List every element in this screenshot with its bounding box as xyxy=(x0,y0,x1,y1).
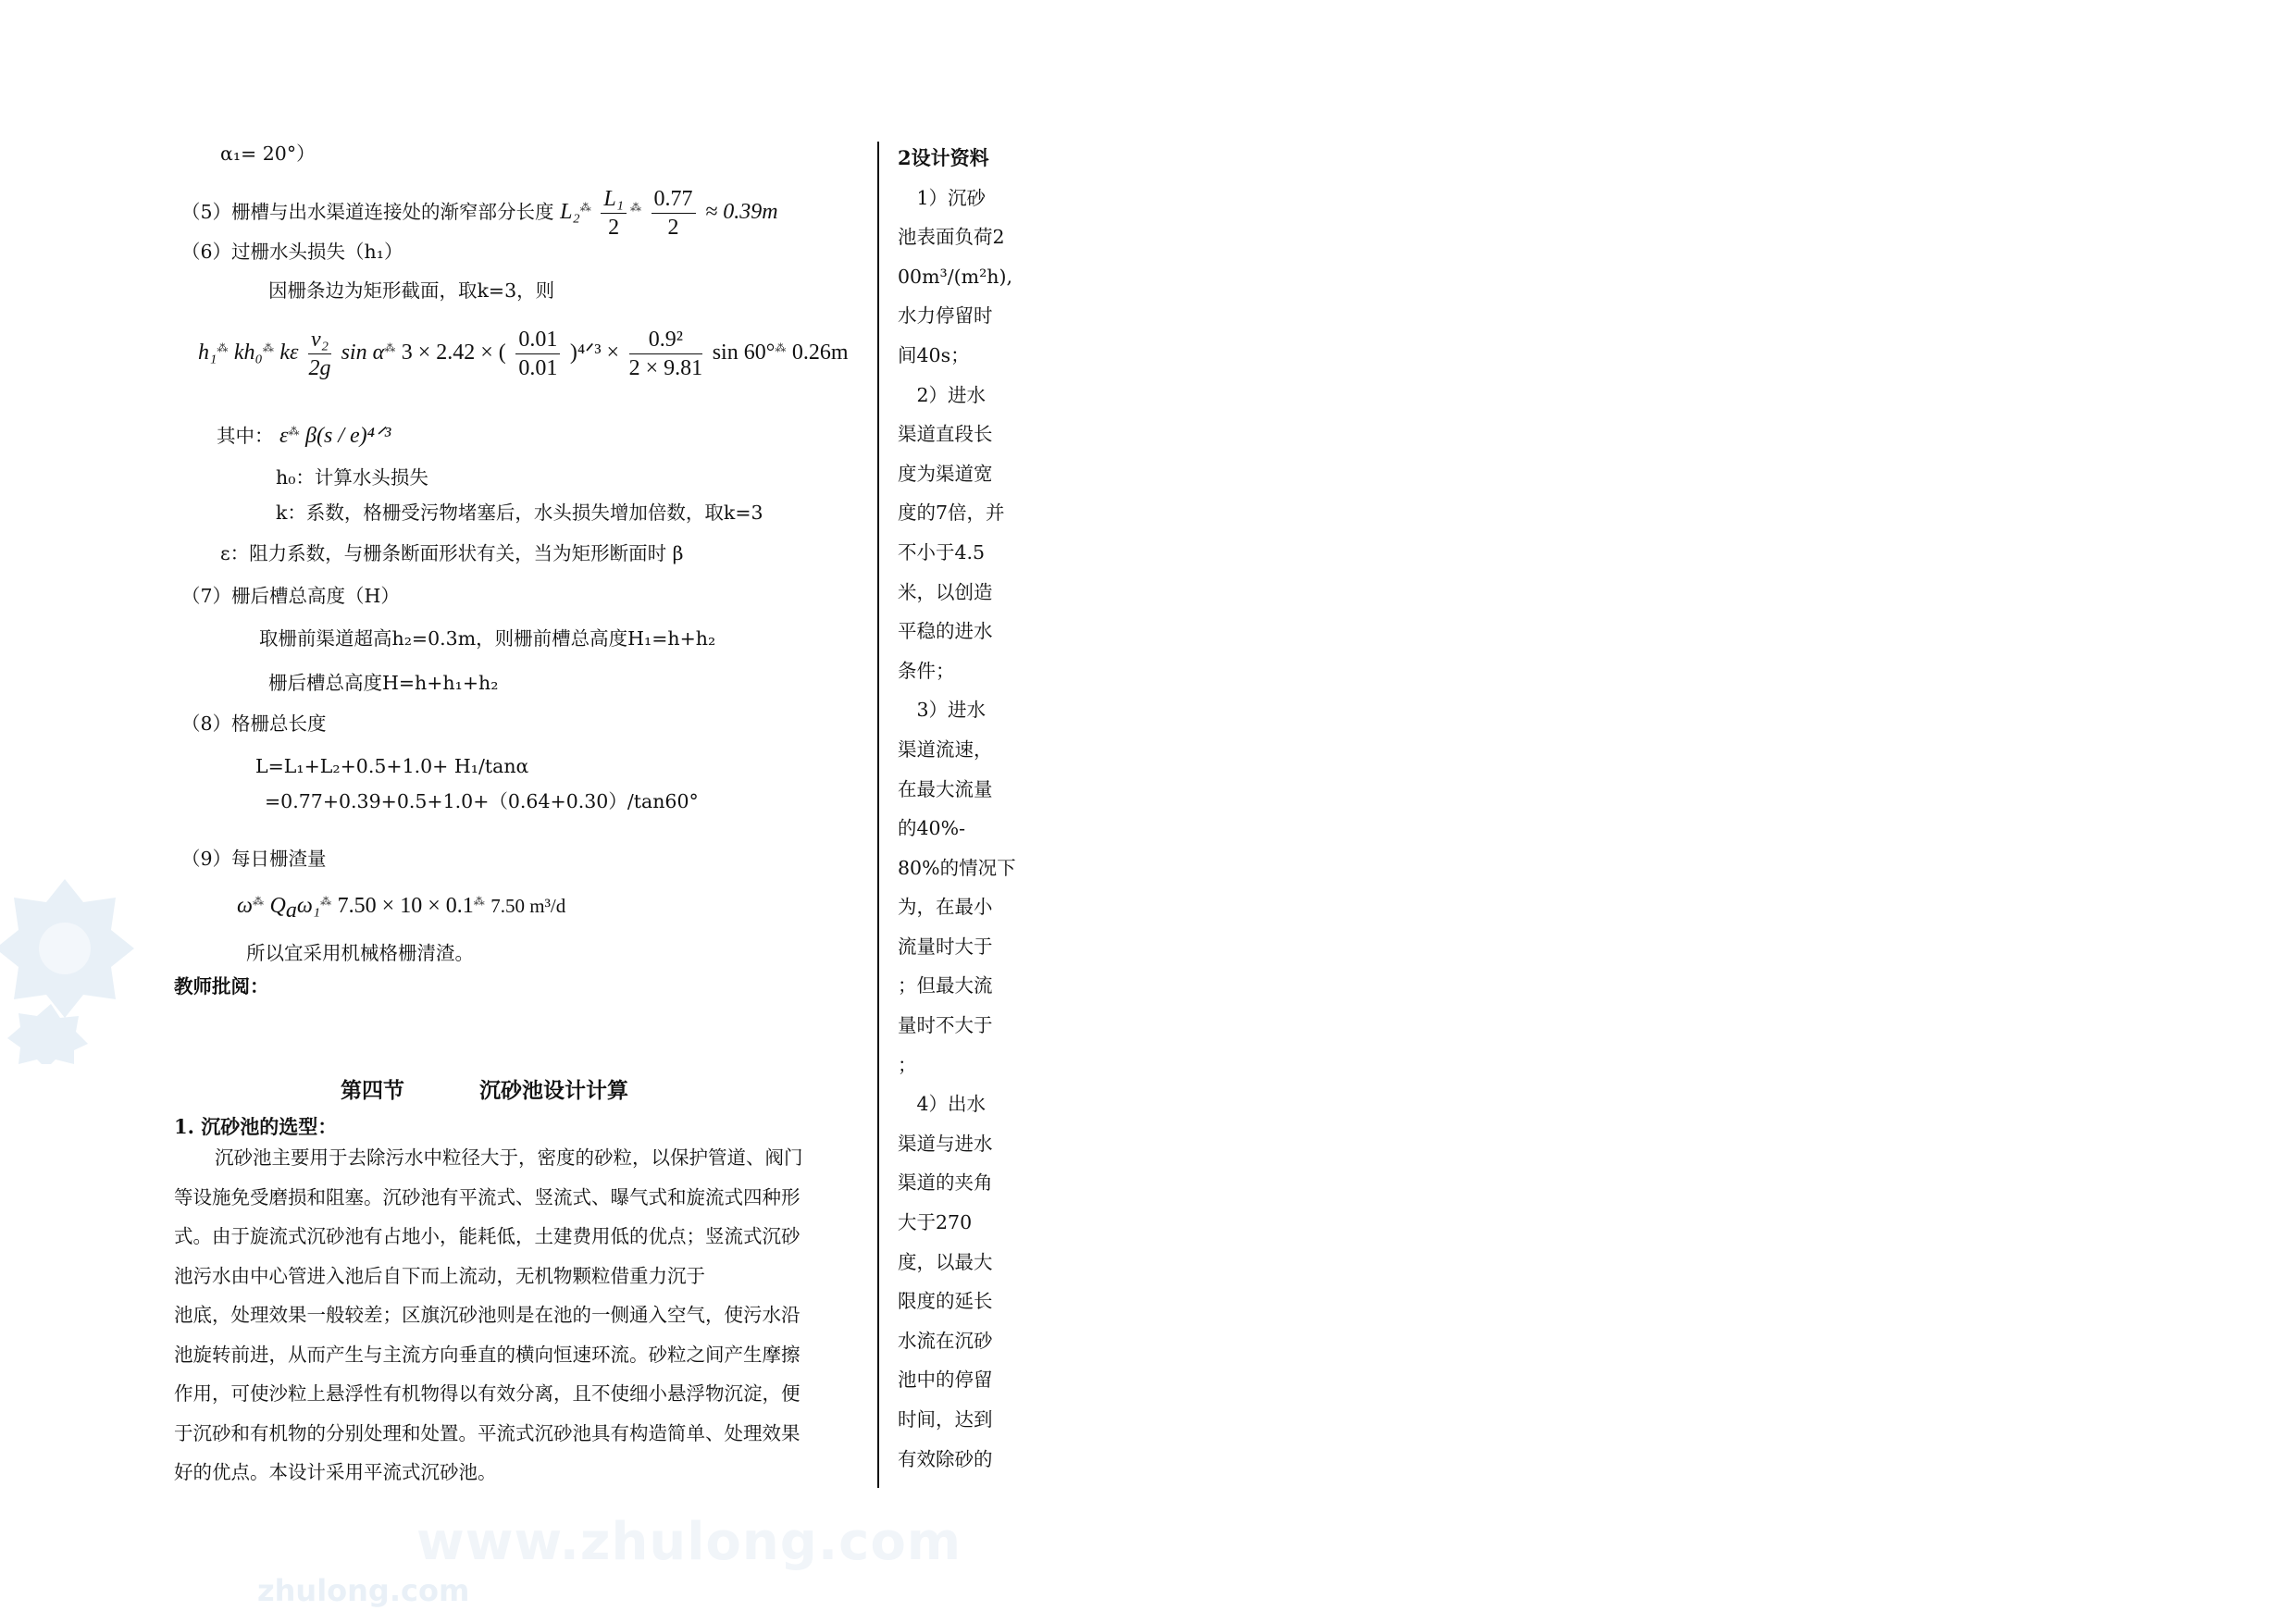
velocity-fraction: $\frac{\text{v₂}}{2g}$ xyxy=(308,328,331,380)
design-data-line: 在最大流量 xyxy=(898,777,993,800)
selection-paragraph: 沉砂池主要用于去除污水中粒径大于，密度的砂粒，以保护管道、阀门 等设施免受磨损和阻塞。沉砂池有平流式、竖流式、曝气式和旋流式四种形 式。由于旋流式沉砂池有占地小，能耗低，土建费用低的优点；竖流式沉砂 池污水由中心管进入池后自下而上流动，无机物颗粒借重力沉于 池底，处理效果一般较差；区旗沉砂池则是在池的一侧通入空气，使污水沿 池旋转前进，从而产生与主流方向垂直的横向恒速环流。砂粒之间产生摩擦 作用，可使沙粒上悬浮性有机物得以有效分离，且不使细小悬浮物沉淀，便 于沉砂和有机物的分别处理和处置。平流式沉砂池具有构造简单、处理效果 好的优点。本设计采用平流式沉砂池。 xyxy=(174,1146,803,1483)
item5-lhs: L₂ xyxy=(560,200,580,224)
design-data-line: 时间，达到 xyxy=(898,1408,993,1431)
design-data-line: 流量时大于 xyxy=(898,935,993,958)
design-data-line: 间40s； xyxy=(898,343,970,366)
design-data-line: 2）进水 xyxy=(898,383,987,406)
ratio-fraction: $\frac{0.01}{0.01}$ xyxy=(515,326,560,382)
design-data-line: 80%的情况下 xyxy=(898,856,1016,879)
item5-label: （5）栅槽与出水渠道连接处的渐窄部分长度 xyxy=(181,201,554,223)
design-data-lines xyxy=(898,179,1018,1480)
item5-fraction1: $\frac{\text{L₁}}{2}$ xyxy=(601,185,627,242)
design-data-line: 池表面负荷2 xyxy=(898,226,1005,249)
item8-a: L=L₁+L₂+0.5+1.0+ H₁/tanα xyxy=(255,755,529,777)
item8-line: （8）格栅总长度 xyxy=(181,712,327,735)
item5-result: ≈ 0.39m xyxy=(705,200,778,224)
where-line: 其中： ε⁂ β(s / e)⁴ᐟ³ xyxy=(217,423,391,448)
design-data-column xyxy=(898,139,1018,1479)
design-data-line: 3）进水 xyxy=(898,699,987,722)
design-data-line: ；但最大流 xyxy=(898,974,993,997)
def-k: k：系数，格栅受污物堵塞后，水头损失增加倍数，取k=3 xyxy=(276,502,763,524)
design-data-line: 渠道与进水 xyxy=(898,1132,993,1155)
alpha1-line: α₁= 20°） xyxy=(220,142,316,165)
residue-equation: ω⁂ $Q_a\omega_1^⁂$ 7.50 × 10 × 0.1⁂ 7.50 m³/d xyxy=(237,893,566,923)
design-data-line: 00m³/(m²h), xyxy=(898,265,1013,288)
design-data-line: 为，在最小 xyxy=(898,896,993,919)
design-data-line: 大于270 xyxy=(898,1211,973,1234)
item7-b: 栅后槽总高度H=h+h₁+h₂ xyxy=(268,672,499,694)
design-data-line: 度为渠道宽 xyxy=(898,462,993,485)
design-data-line: 度的7倍，并 xyxy=(898,502,1005,525)
conclusion: 所以宜采用机械格栅清渣。 xyxy=(246,942,474,964)
item7-line: （7）栅后槽总高度（H） xyxy=(181,585,400,607)
def-eps: ε：阻力系数，与栅条断面形状有关，当为矩形断面时 β xyxy=(220,542,684,564)
design-data-line: 水力停留时 xyxy=(898,304,993,328)
design-data-line: 量时不大于 xyxy=(898,1014,993,1037)
item6-line: （6）过栅水头损失（h₁） xyxy=(181,241,403,263)
design-data-line: 米，以创造 xyxy=(898,580,993,603)
design-data-line: 不小于4.5 xyxy=(898,540,986,564)
design-data-line: 平稳的进水 xyxy=(898,620,993,643)
item6-note: 因栅条边为矩形截面，取k=3，则 xyxy=(268,279,555,302)
design-data-line: 有效除砂的 xyxy=(898,1447,993,1470)
item9-line: （9）每日栅渣量 xyxy=(181,848,327,870)
design-data-line: 的40%- xyxy=(898,817,965,840)
column-divider xyxy=(877,142,879,1488)
section-title: 沉砂池设计计算 xyxy=(479,1078,628,1103)
teacher-review-label: 教师批阅： xyxy=(174,975,269,997)
item5-fraction2: $\frac{0.77}{2}$ xyxy=(652,185,696,242)
design-data-line: 渠道流速， xyxy=(898,737,993,761)
watermark-flower-icon xyxy=(0,879,139,1064)
item5-line: （5）栅槽与出水渠道连接处的渐窄部分长度 L₂⁂ $\frac{\text{L₁}}{2}$ ⁂ $\frac{0.77}{2}$ ≈ 0.39m xyxy=(181,187,778,240)
design-data-line: 渠道直段长 xyxy=(898,423,993,446)
head-loss-equation: h₁⁂ kh₀⁂ kε $\frac{\text{v₂}}{2g}$ sin α⁂ 3 × 2.42 × ( $\frac{0.01}{0.01}$ )⁴ᐟ³ × $\frac{\text{0.9²}}{2 \times 9.81}$ sin 60°⁂ 0.26m xyxy=(198,328,849,380)
subsection-title: 1. 沉砂池的选型： xyxy=(174,1115,338,1138)
item7-a: 取栅前渠道超高h₂=0.3m，则栅前槽总高度H₁=h+h₂ xyxy=(259,627,716,650)
item8-b: =0.77+0.39+0.5+1.0+（0.64+0.30）/tan60° xyxy=(265,790,699,812)
design-data-line: ； xyxy=(898,1053,917,1076)
design-data-line: 1）沉砂 xyxy=(898,186,987,209)
design-data-line: 条件； xyxy=(898,659,955,682)
design-data-heading: 2设计资料 xyxy=(898,146,989,169)
watermark-url: www.zhulong.com xyxy=(416,1512,962,1572)
design-data-line: 度，以最大 xyxy=(898,1250,993,1273)
design-data-line: 水流在沉砂 xyxy=(898,1329,993,1352)
speed-fraction: $\frac{\text{0.9²}}{2 \times 9.81}$ xyxy=(628,328,703,380)
design-data-line: 池中的停留 xyxy=(898,1369,993,1392)
design-data-line: 限度的延长 xyxy=(898,1290,993,1313)
watermark-brand: zhulong.com xyxy=(257,1573,470,1608)
design-data-line: 渠道的夹角 xyxy=(898,1171,993,1195)
section-title-number: 第四节 xyxy=(341,1078,404,1103)
def-h0: h₀：计算水头损失 xyxy=(276,466,428,489)
design-data-line: 4）出水 xyxy=(898,1093,987,1116)
